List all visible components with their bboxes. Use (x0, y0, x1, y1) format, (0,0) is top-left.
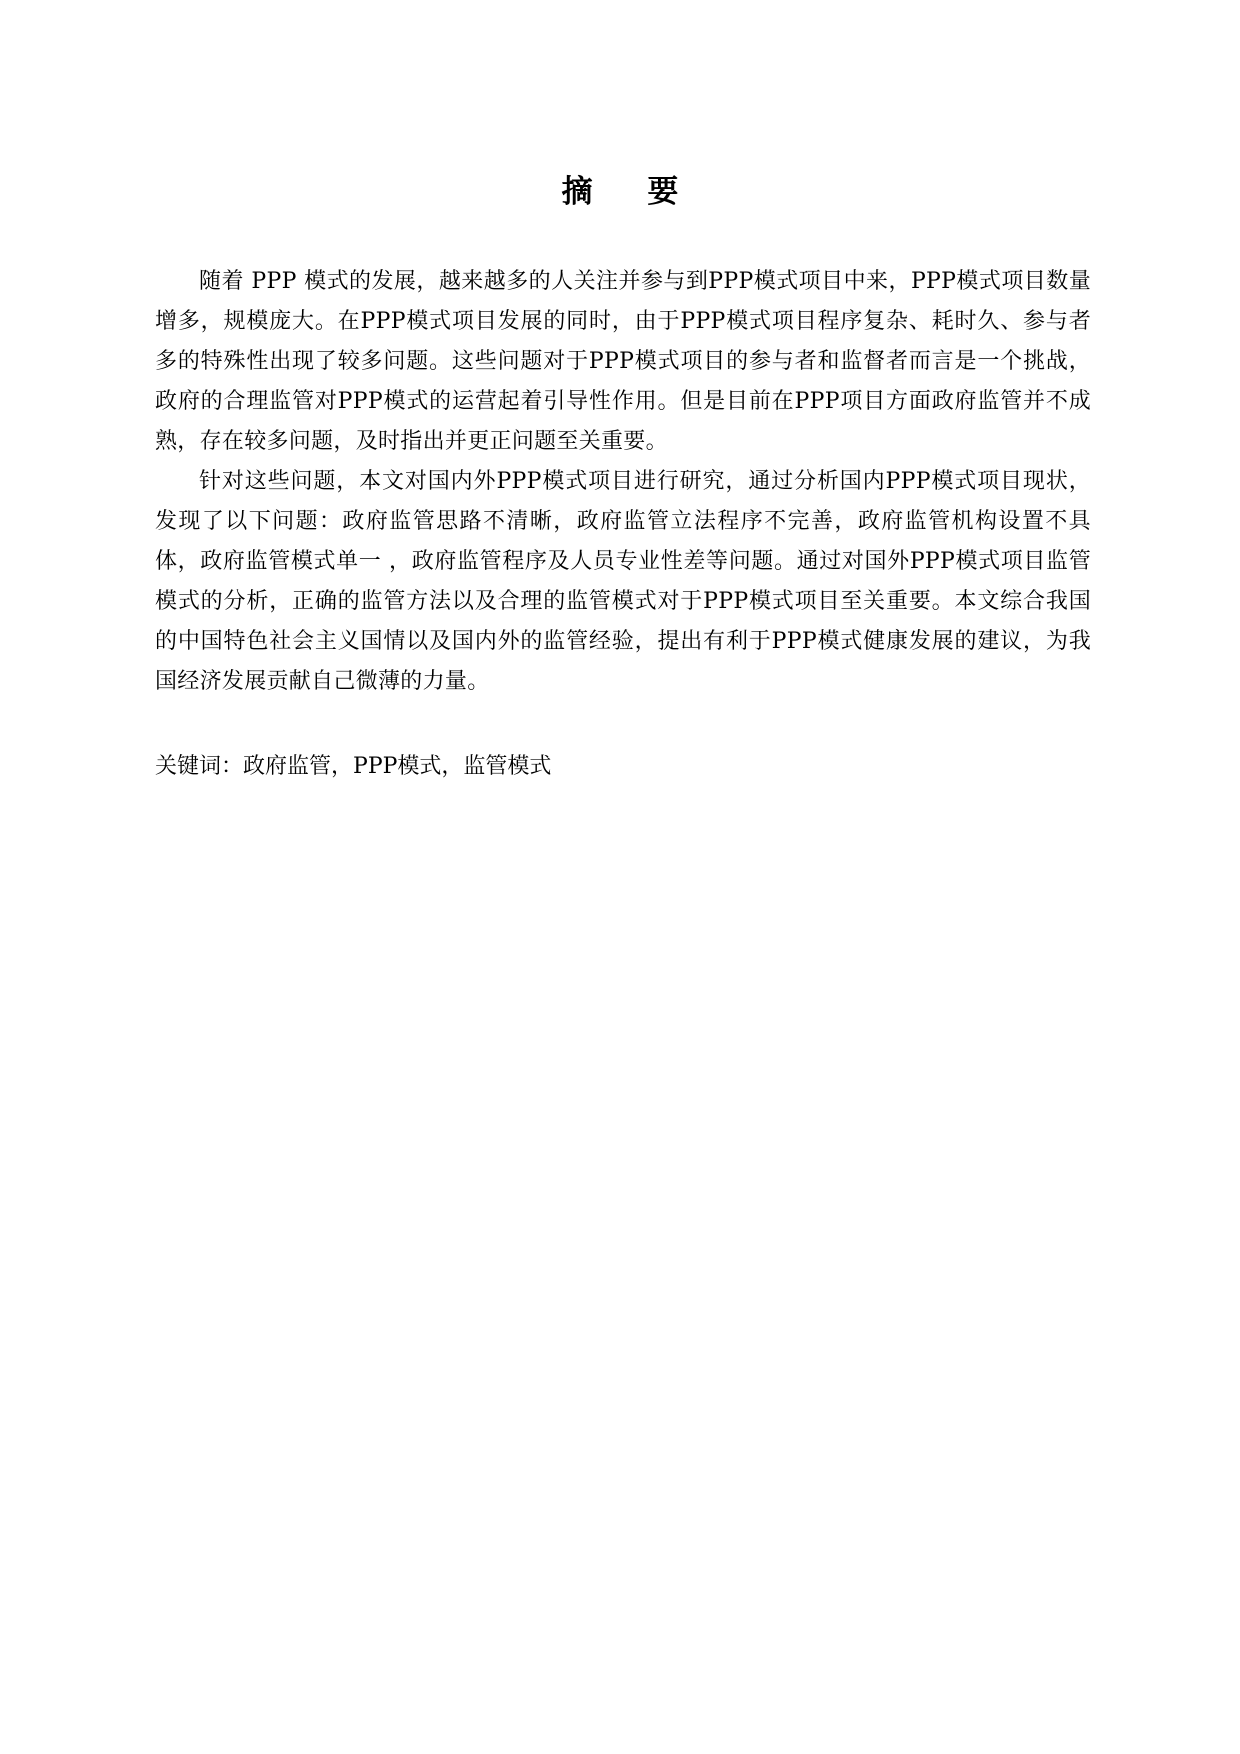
abstract-paragraph-2: 针对这些问题，本文对国内外PPP模式项目进行研究，通过分析国内PPP模式项目现状，发现了以下问题：政府监管思路不清晰，政府监管立法程序不完善，政府监管机构设置不具体，政府监管模式单一 ，政府监管程序及人员专业性差等问题。通过对国外PPP模式项目监管模式的分析，正确的监管方法以及合理的监管模式对于PPP模式项目至关重要。本文综合我国的中国特色社会主义国情以及国内外的监管经验，提出有利于PPP模式健康发展的建议，为我国经济发展贡献自己微薄的力量。 (155, 469, 1091, 694)
abstract-paragraph-1: 随着 PPP 模式的发展，越来越多的人关注并参与到PPP模式项目中来，PPP模式项目数量增多，规模庞大。在PPP模式项目发展的同时，由于PPP模式项目程序复杂、耗时久、参与者多的特殊性出现了较多问题。这些问题对于PPP模式项目的参与者和监督者而言是一个挑战，政府的合理监管对PPP模式的运营起着引导性作用。但是目前在PPP项目方面政府监管并不成熟，存在较多问题，及时指出并更正问题至关重要。 (155, 269, 1091, 454)
keywords-text: 政府监管，PPP模式，监管模式 (243, 754, 552, 779)
abstract-body (155, 262, 1091, 702)
abstract-title: 摘 要 (561, 174, 701, 210)
keywords-line (155, 747, 1091, 787)
keywords-label: 关键词： (155, 754, 244, 779)
